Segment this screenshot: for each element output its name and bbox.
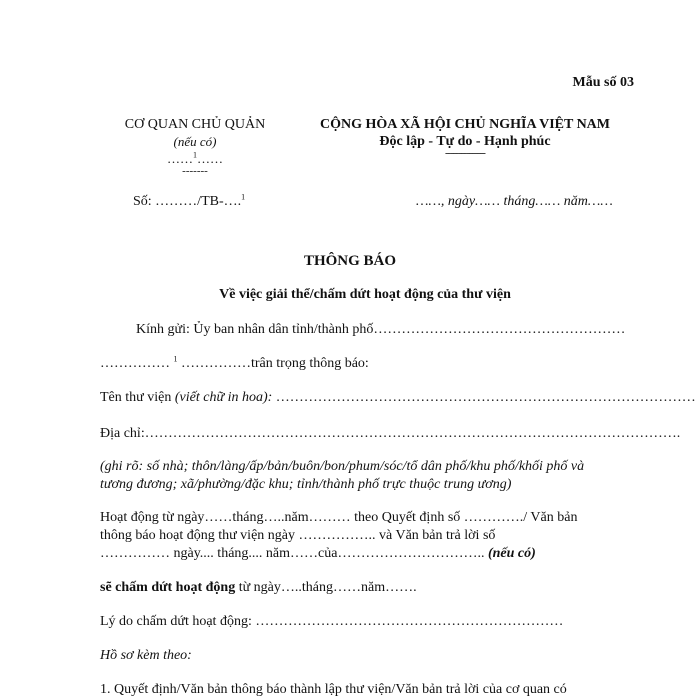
address-note-2: tương đương; xã/phường/đặc khu; tỉnh/thành phố trực thuộc trung ương) xyxy=(100,477,512,492)
library-name-line: Tên thư viện (viết chữ in hoa): ……………………………………………………………………………… xyxy=(100,390,696,405)
recipient-line: Kính gửi: Ủy ban nhân dân tỉnh/thành phố……………………………………………… xyxy=(136,322,626,337)
reason-line: Lý do chấm dứt hoạt động: ………………………………………………………… xyxy=(100,614,564,629)
agency-block xyxy=(100,117,290,177)
motto-underline: --------------- xyxy=(445,147,485,159)
attachments-label: Hồ sơ kèm theo: xyxy=(100,648,192,663)
agency-underline: ------- xyxy=(182,165,208,177)
document-number: Số: ………/TB-….$^1$ xyxy=(133,192,246,209)
form-code: Mẫu số 03 xyxy=(572,75,634,90)
activity-line-1: Hoạt động từ ngày……tháng…..năm……… theo Quyết định số …………./ Văn bản xyxy=(100,510,578,525)
terminate-line: sẽ chấm dứt hoạt động từ ngày…..tháng……năm……. xyxy=(100,580,417,595)
address-line: Địa chỉ:……………………………………………………………………………………………………. xyxy=(100,426,681,441)
announce-line: …………… $^1$ ……………trân trọng thông báo: xyxy=(100,354,369,371)
attachment-item-1: 1. Quyết định/Văn bản thông báo thành lập thư viện/Văn bản trả lời của cơ quan có xyxy=(100,682,567,697)
republic-block xyxy=(290,117,640,159)
agency-dots: ……$^1$…… xyxy=(167,150,223,166)
activity-line-2: thông báo hoạt động thư viện ngày …………….. và Văn bản trả lời số xyxy=(100,528,496,543)
motto: Độc lập - Tự do - Hạnh phúc xyxy=(379,134,551,149)
activity-line-3: …………… ngày.... tháng.... năm……của………………………….. (nếu có) xyxy=(100,546,536,561)
document-title: THÔNG BÁO xyxy=(303,253,397,269)
republic-name: CỘNG HÒA XÃ HỘI CHỦ NGHĨA VIỆT NAM xyxy=(319,117,610,132)
document-subtitle: Về việc giải thể/chấm dứt hoạt động của thư viện xyxy=(219,287,511,302)
address-note-1: (ghi rõ: số nhà; thôn/làng/ấp/bản/buôn/bon/phum/sóc/tổ dân phố/khu phố/khối phố và xyxy=(100,459,585,474)
agency-note: (nếu có) xyxy=(173,134,217,149)
agency-name: CƠ QUAN CHỦ QUẢN xyxy=(124,117,266,132)
date-line: ……, ngày…… tháng…… năm…… xyxy=(416,194,613,209)
